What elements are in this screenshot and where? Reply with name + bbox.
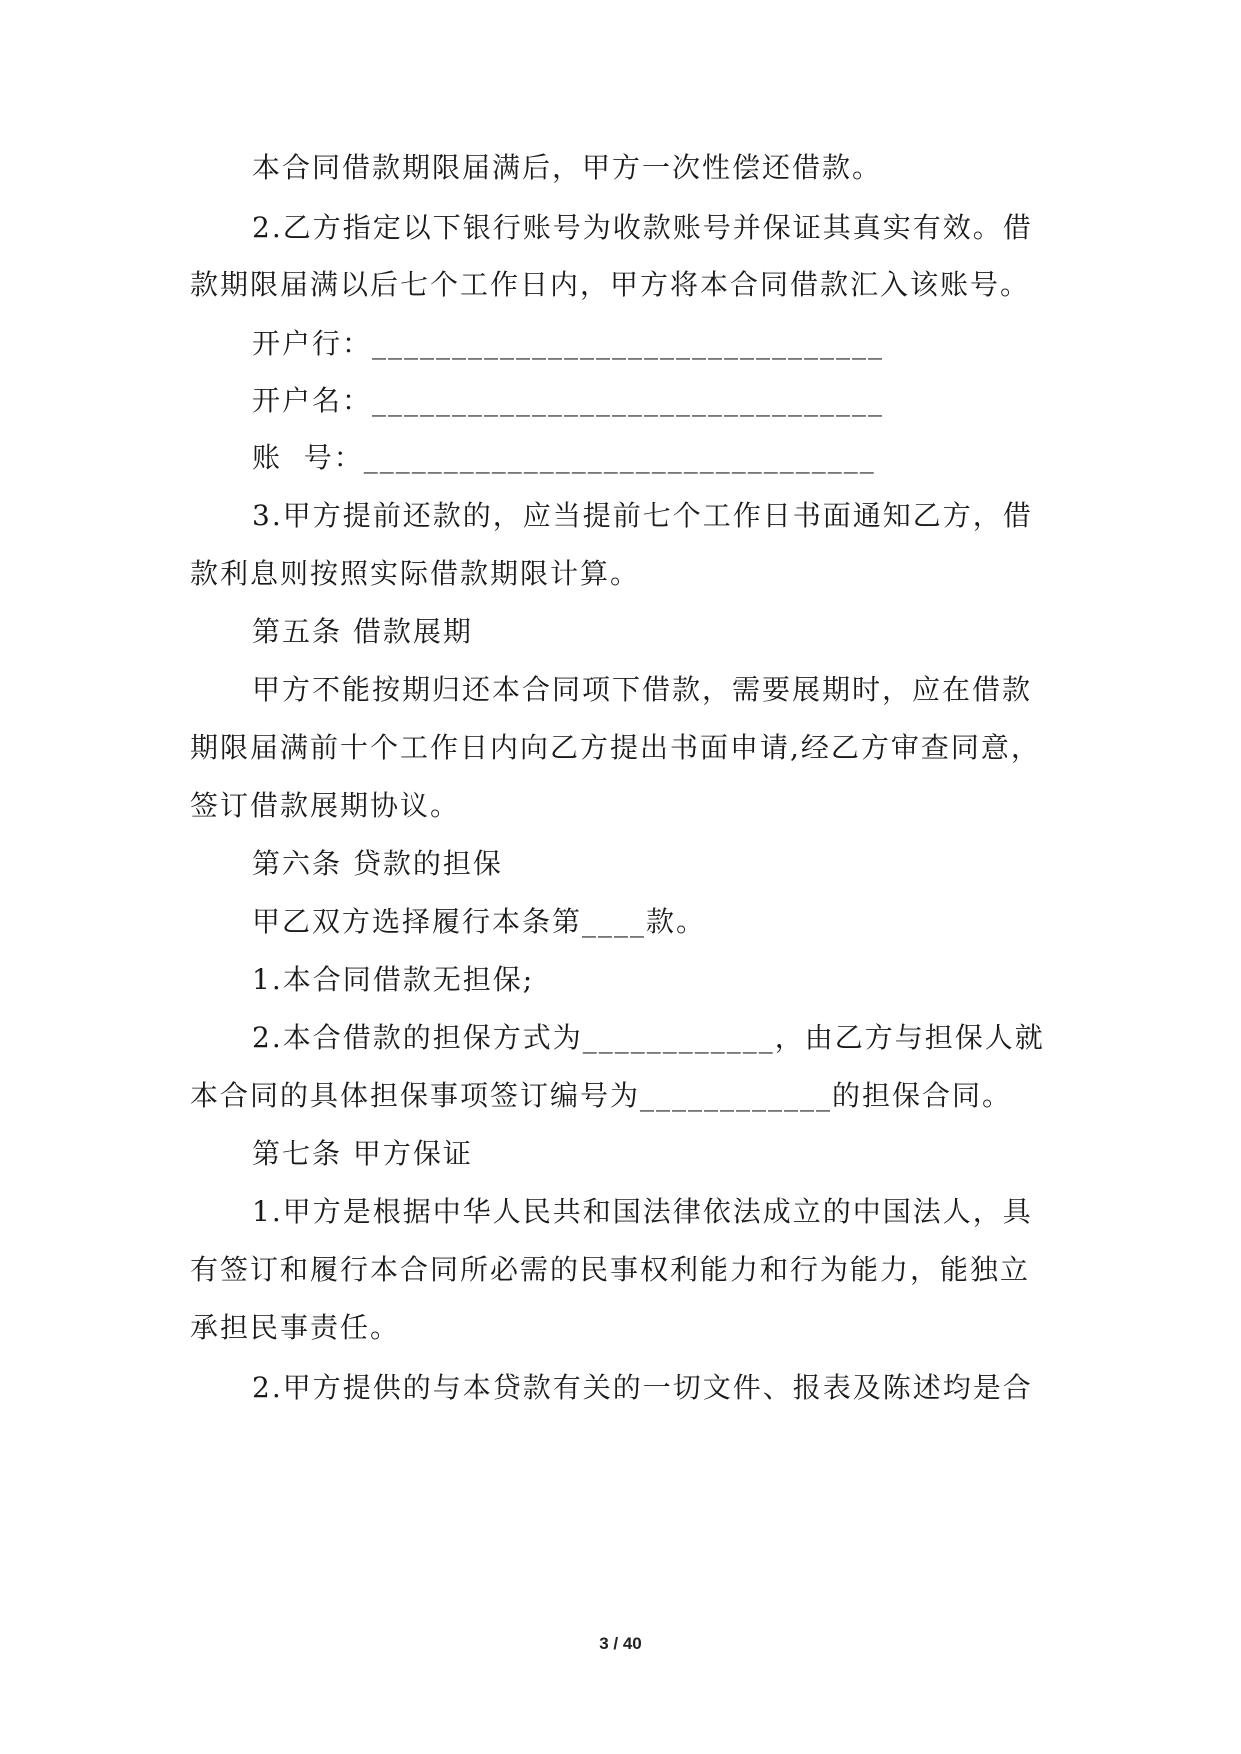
page-number: 3 / 40 [599, 1634, 642, 1653]
text-line: 款利息则按照实际借款期限计算。 [190, 557, 641, 590]
text-line: 期限届满前十个工作日内向乙方提出书面申请,经乙方审查同意， [190, 731, 1041, 764]
text-line: 签订借款展期协议。 [190, 789, 461, 822]
text-line: 本合同借款期限届满后，甲方一次性偿还借款。 [252, 151, 883, 184]
bank-name-field-line: 开户行：________________________________ [252, 327, 885, 360]
text-line: 甲乙双方选择履行本条第____款。 [252, 905, 707, 938]
text-line: 本合同的具体担保事项签订编号为____________的担保合同。 [190, 1079, 1013, 1112]
text-line: 甲方不能按期归还本合同项下借款，需要展期时，应在借款 [252, 673, 1033, 706]
text-line: 2.乙方指定以下银行账号为收款账号并保证其真实有效。借 [252, 211, 1033, 244]
text-line: 2.甲方提供的与本贷款有关的一切文件、报表及陈述均是合 [252, 1371, 1033, 1404]
section-heading: 第六条 贷款的担保 [252, 847, 503, 880]
text-line: 1.甲方是根据中华人民共和国法律依法成立的中国法人，具 [252, 1195, 1033, 1228]
account-name-field-line: 开户名：________________________________ [252, 384, 885, 417]
section-heading: 第五条 借款展期 [252, 615, 473, 648]
text-line: 2.本合借款的担保方式为____________，由乙方与担保人就 [252, 1021, 1045, 1054]
text-line: 有签订和履行本合同所必需的民事权利能力和行为能力，能独立 [190, 1253, 1031, 1286]
section-heading: 第七条 甲方保证 [252, 1137, 473, 1170]
text-line: 3.甲方提前还款的，应当提前七个工作日书面通知乙方，借 [252, 499, 1033, 532]
text-line: 款期限届满以后七个工作日内，甲方将本合同借款汇入该账号。 [190, 268, 1031, 301]
text-line: 承担民事责任。 [190, 1311, 401, 1344]
text-line: 1.本合同借款无担保; [252, 963, 535, 996]
account-number-field-line: 账 号：________________________________ [252, 441, 876, 474]
